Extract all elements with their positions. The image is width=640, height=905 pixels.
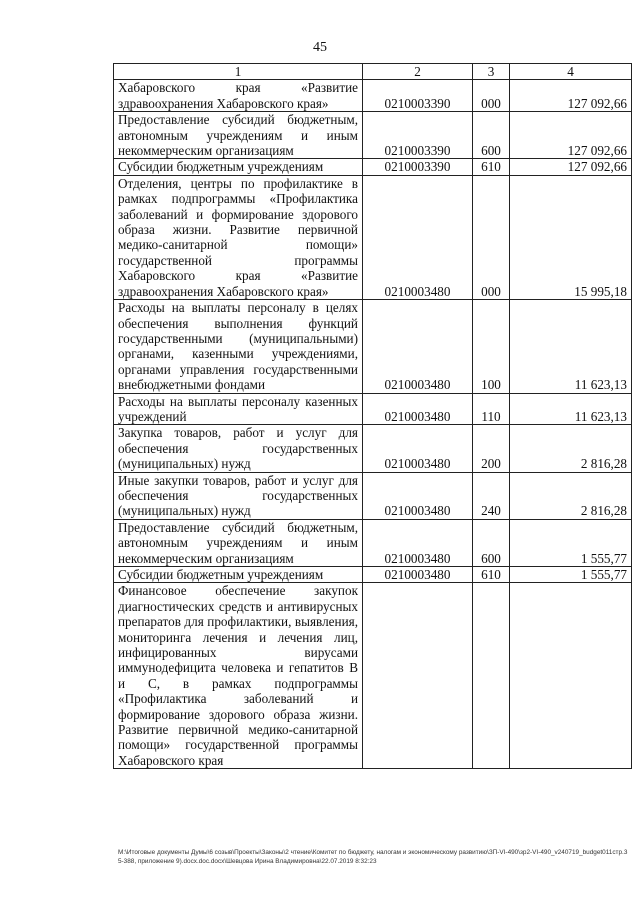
row-expense-type: [473, 583, 510, 769]
row-description: Субсидии бюджетным учреждениям: [114, 159, 363, 175]
row-target-code: 0210003480: [363, 472, 473, 519]
table-row: [114, 175, 632, 299]
table-row: [114, 567, 632, 583]
row-target-code: 0210003390: [363, 159, 473, 175]
table-row: [114, 80, 632, 112]
row-expense-type: 600: [473, 112, 510, 159]
row-amount: 11 623,13: [510, 300, 632, 393]
table-row: [114, 300, 632, 393]
table-header-row: [114, 64, 632, 80]
row-description: Предоставление субсидий бюджетным, автономным учреждениям и иным некоммерческим организациям: [114, 112, 363, 159]
row-expense-type: 610: [473, 567, 510, 583]
column-header-type: 3: [473, 64, 510, 80]
page-number: 45: [313, 40, 327, 55]
row-amount: 2 816,28: [510, 425, 632, 472]
column-header-code: 2: [363, 64, 473, 80]
column-header-amount: 4: [510, 64, 632, 80]
row-description: Иные закупки товаров, работ и услуг для обеспечения государственных (муниципальных) нужд: [114, 472, 363, 519]
document-path-footer: M:\Итоговые документы Думы\6 созыв\Проекты\Законы\2 чтение\Комитет по бюджету, налогам и экономическому развитию\ЗП-VI-490\зр2-VI-490_v240719_budget011стр.35-388, приложение 9).docx.doc.docx\Шевцова Ирина Владимировна\22.07.2019 8:32:23: [118, 849, 628, 865]
row-amount: 1 555,77: [510, 519, 632, 566]
table-row: [114, 112, 632, 159]
table-row: [114, 159, 632, 175]
row-amount: 127 092,66: [510, 80, 632, 112]
row-description: Отделения, центры по профилактике в рамках подпрограммы «Профилактика заболеваний и формирование здорового образа жизни. Развитие первичной медико-санитарной помощи» государственной программы Хабаровского края «Развитие здравоохранения Хабаровского края»: [114, 175, 363, 299]
row-amount: [510, 583, 632, 769]
row-amount: 127 092,66: [510, 159, 632, 175]
table-row: [114, 519, 632, 566]
row-description: Финансовое обеспечение закупок диагностических средств и антивирусных препаратов для профилактики, выявления, мониторинга лечения и лечения лиц, инфицированных вирусами иммунодефицита человека и гепатитов В и С, в рамках подпрограммы «Профилактика заболеваний и формирование здорового образа жизни. Развитие первичной медико-санитарной помощи» государственной программы Хабаровского края: [114, 583, 363, 769]
row-expense-type: 200: [473, 425, 510, 472]
row-expense-type: 100: [473, 300, 510, 393]
row-target-code: 0210003480: [363, 300, 473, 393]
row-amount: 127 092,66: [510, 112, 632, 159]
row-expense-type: 110: [473, 393, 510, 425]
row-amount: 15 995,18: [510, 175, 632, 299]
table-row: [114, 583, 632, 769]
row-description: Расходы на выплаты персоналу казенных учреждений: [114, 393, 363, 425]
row-target-code: 0210003480: [363, 425, 473, 472]
row-target-code: [363, 583, 473, 769]
row-target-code: 0210003480: [363, 393, 473, 425]
row-target-code: 0210003390: [363, 80, 473, 112]
row-amount: 2 816,28: [510, 472, 632, 519]
row-description: Субсидии бюджетным учреждениям: [114, 567, 363, 583]
column-header-description: 1: [114, 64, 363, 80]
table-row: [114, 425, 632, 472]
row-amount: 11 623,13: [510, 393, 632, 425]
row-description: Предоставление субсидий бюджетным, автономным учреждениям и иным некоммерческим организациям: [114, 519, 363, 566]
row-expense-type: 000: [473, 80, 510, 112]
row-description: Расходы на выплаты персоналу в целях обеспечения выполнения функций государственными (муниципальными) органами, казенными учреждениями, органами управления государственными внебюджетными фондами: [114, 300, 363, 393]
table-row: [114, 472, 632, 519]
row-expense-type: 610: [473, 159, 510, 175]
row-expense-type: 600: [473, 519, 510, 566]
row-target-code: 0210003480: [363, 567, 473, 583]
row-description: Хабаровского края «Развитие здравоохранения Хабаровского края»: [114, 80, 363, 112]
row-description: Закупка товаров, работ и услуг для обеспечения государственных (муниципальных) нужд: [114, 425, 363, 472]
row-expense-type: 240: [473, 472, 510, 519]
row-target-code: 0210003480: [363, 175, 473, 299]
row-expense-type: 000: [473, 175, 510, 299]
row-amount: 1 555,77: [510, 567, 632, 583]
row-target-code: 0210003390: [363, 112, 473, 159]
table-row: [114, 393, 632, 425]
row-target-code: 0210003480: [363, 519, 473, 566]
budget-table: [113, 63, 632, 769]
